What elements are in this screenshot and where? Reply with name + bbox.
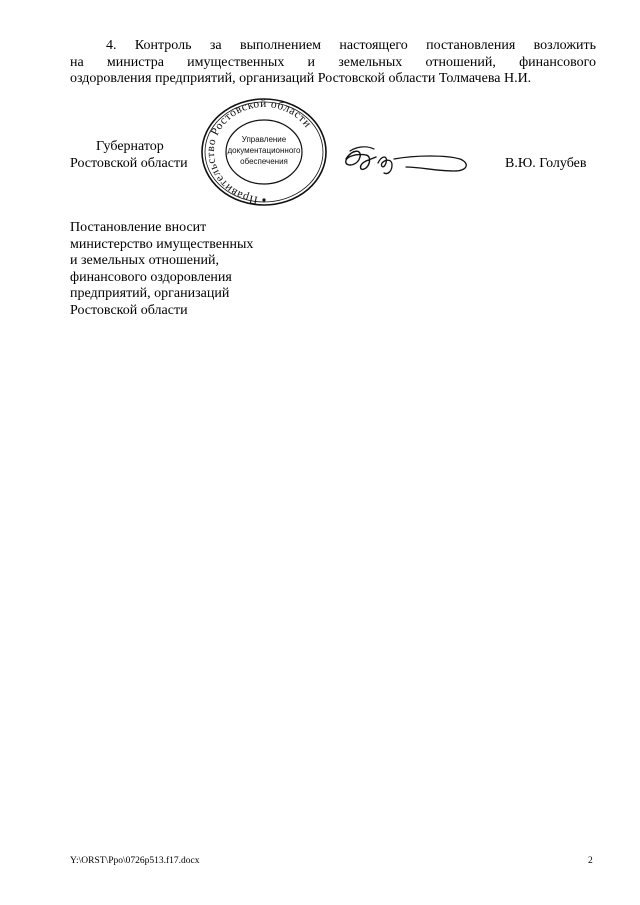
submitter-line-2: министерство имущественных xyxy=(70,236,254,252)
footer-page-number: 2 xyxy=(588,856,593,866)
submitter-line-1: Постановление вносит xyxy=(70,220,207,235)
stamp-star-icon xyxy=(262,198,265,201)
submitter-block xyxy=(70,220,253,319)
governor-title xyxy=(70,139,188,172)
stamp-center-line-3: обеспечения xyxy=(240,157,288,166)
stamp-center-line-1: Управление xyxy=(241,135,287,144)
submitter-line-4: финансового оздоровления xyxy=(70,269,232,285)
governor-title-line-1: Губернатор xyxy=(96,139,164,154)
footer-file-path: Y:\ORST\Ppo\0726p513.f17.docx xyxy=(70,856,200,866)
paragraph-4-line-1: 4. Контроль за выполнением настоящего постановления возложить xyxy=(106,38,596,53)
stamp-center-line-2: документационного xyxy=(227,146,301,155)
official-stamp xyxy=(196,96,332,208)
submitter-line-6: Ростовской области xyxy=(70,302,188,318)
submitter-line-3: и земельных отношений, xyxy=(70,253,219,268)
paragraph-4-line-3: оздоровления предприятий, организаций Ростовской области Толмачева Н.И. xyxy=(70,71,532,86)
submitter-line-5: предприятий, организаций xyxy=(70,286,230,301)
governor-name: В.Ю. Голубев xyxy=(505,156,587,171)
handwritten-signature xyxy=(336,137,476,187)
paragraph-4 xyxy=(70,38,596,88)
governor-title-line-2: Ростовской области xyxy=(70,155,188,171)
stamp-ring-text: Правительство Ростовской области xyxy=(204,97,314,206)
paragraph-4-line-2: на министра имущественных и земельных отношений, финансового xyxy=(70,54,596,70)
